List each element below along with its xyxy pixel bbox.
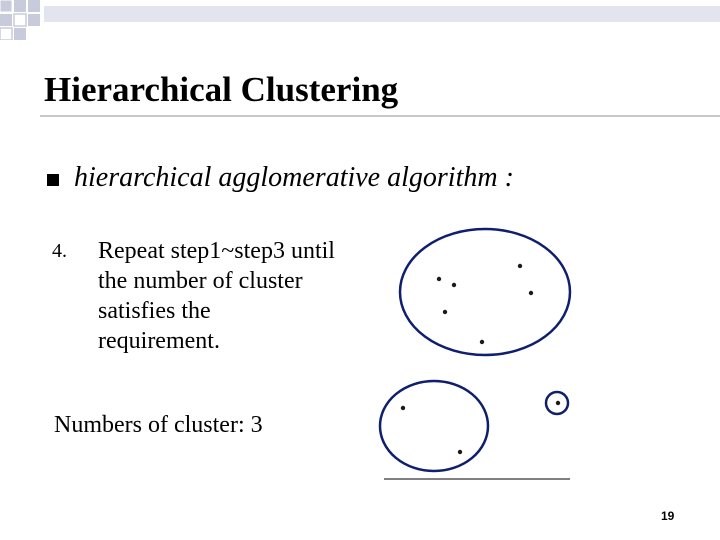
title-divider — [40, 115, 720, 117]
slide-title: Hierarchical Clustering — [44, 70, 399, 109]
header-decoration — [0, 0, 720, 40]
step-text: Repeat step1~step3 until the number of cluster satisfies the requirement. — [98, 238, 335, 354]
data-point — [437, 277, 441, 281]
page-number: 19 — [661, 509, 675, 523]
data-point — [518, 264, 522, 268]
bullet-square-icon — [47, 174, 59, 186]
data-point — [556, 401, 560, 405]
cluster-boundary-large — [400, 229, 570, 355]
cluster-diagram — [370, 225, 590, 490]
bullet-text: hierarchical agglomerative algorithm : — [74, 162, 514, 193]
step-number: 4. — [52, 240, 67, 262]
data-point — [458, 450, 462, 454]
data-point — [443, 310, 447, 314]
data-point — [401, 406, 405, 410]
cluster-boundary-medium — [380, 381, 488, 471]
cluster-count-text: Numbers of cluster: 3 — [54, 412, 263, 438]
data-point — [480, 340, 484, 344]
data-point — [529, 291, 533, 295]
data-point — [452, 283, 456, 287]
